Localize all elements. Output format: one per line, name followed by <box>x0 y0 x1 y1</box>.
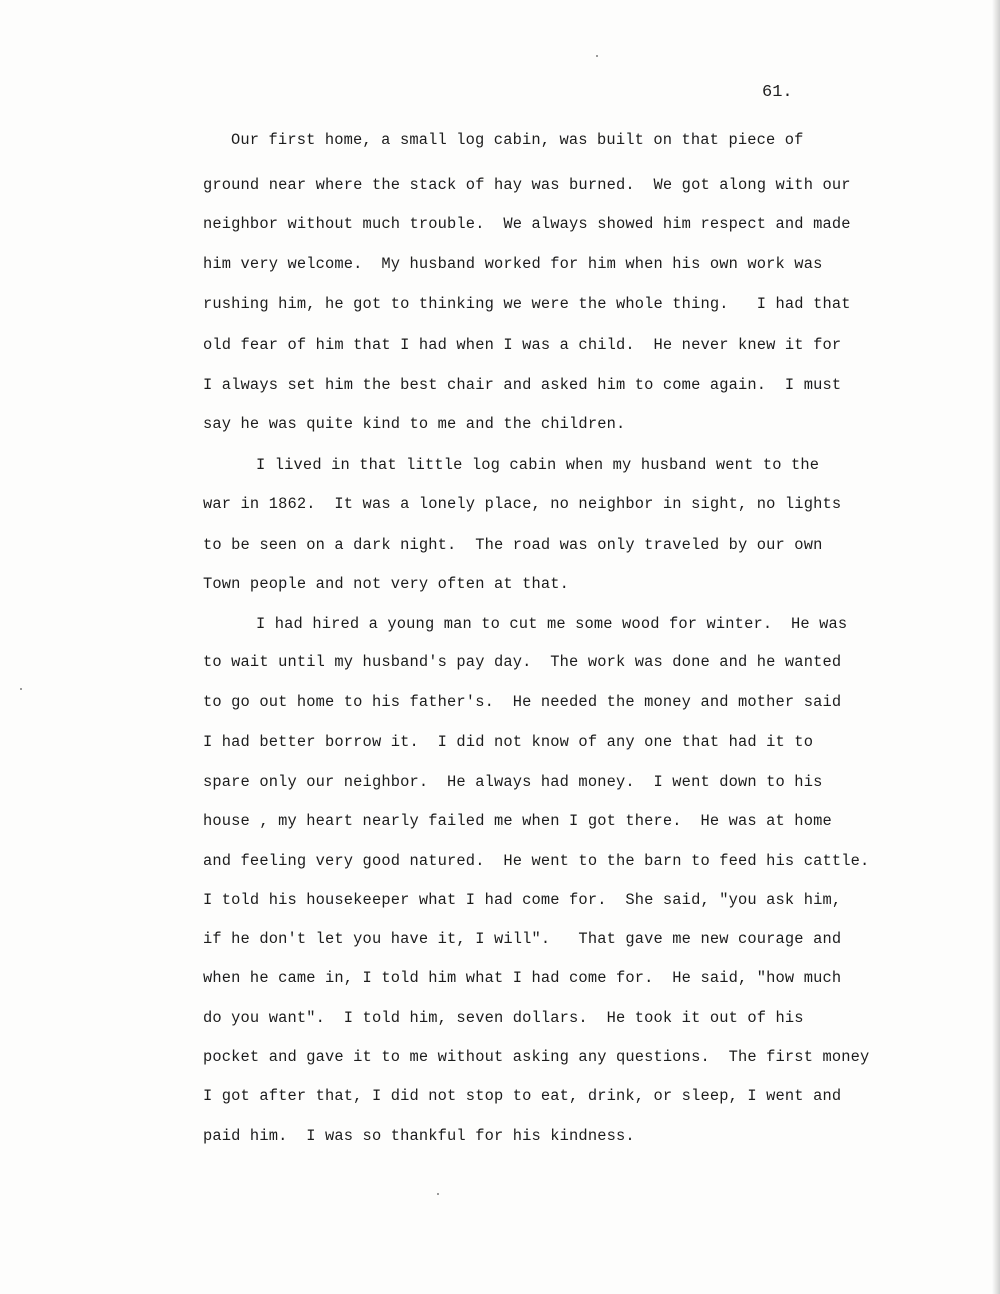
text-line: ground near where the stack of hay was burned. We got along with our <box>203 176 851 194</box>
text-line: I always set him the best chair and asked him to come again. I must <box>203 376 842 394</box>
scan-speck <box>596 55 598 57</box>
text-line: say he was quite kind to me and the children. <box>203 415 626 433</box>
text-line: to wait until my husband's pay day. The work was done and he wanted <box>203 653 842 671</box>
text-line: to be seen on a dark night. The road was only traveled by our own <box>203 536 823 554</box>
text-line: old fear of him that I had when I was a child. He never knew it for <box>203 336 842 354</box>
text-line: I told his housekeeper what I had come for. She said, "you ask him, <box>203 891 842 909</box>
text-line: I got after that, I did not stop to eat, drink, or sleep, I went and <box>203 1087 842 1105</box>
text-line: to go out home to his father's. He needed the money and mother said <box>203 693 842 711</box>
text-line: if he don't let you have it, I will". That gave me new courage and <box>203 930 842 948</box>
text-line: neighbor without much trouble. We always showed him respect and made <box>203 215 851 233</box>
text-line: spare only our neighbor. He always had money. I went down to his <box>203 773 823 791</box>
text-line: paid him. I was so thankful for his kindness. <box>203 1127 635 1145</box>
text-line: pocket and gave it to me without asking any questions. The first money <box>203 1048 870 1066</box>
text-line: do you want". I told him, seven dollars. He took it out of his <box>203 1009 804 1027</box>
text-line: war in 1862. It was a lonely place, no neighbor in sight, no lights <box>203 495 842 513</box>
text-line: when he came in, I told him what I had come for. He said, "how much <box>203 969 842 987</box>
text-line: I lived in that little log cabin when my husband went to the <box>256 456 820 474</box>
text-line: him very welcome. My husband worked for him when his own work was <box>203 255 823 273</box>
text-line: Our first home, a small log cabin, was built on that piece of <box>231 131 804 149</box>
text-line: house , my heart nearly failed me when I got there. He was at home <box>203 812 832 830</box>
page-number: 61. <box>762 83 793 102</box>
scan-speck <box>437 1193 439 1195</box>
text-line: I had hired a young man to cut me some wood for winter. He was <box>256 615 848 633</box>
scan-speck <box>20 688 22 690</box>
text-line: rushing him, he got to thinking we were the whole thing. I had that <box>203 295 851 313</box>
text-line: I had better borrow it. I did not know of any one that had it to <box>203 733 814 751</box>
text-line: and feeling very good natured. He went to the barn to feed his cattle. <box>203 852 870 870</box>
text-line: Town people and not very often at that. <box>203 575 570 593</box>
